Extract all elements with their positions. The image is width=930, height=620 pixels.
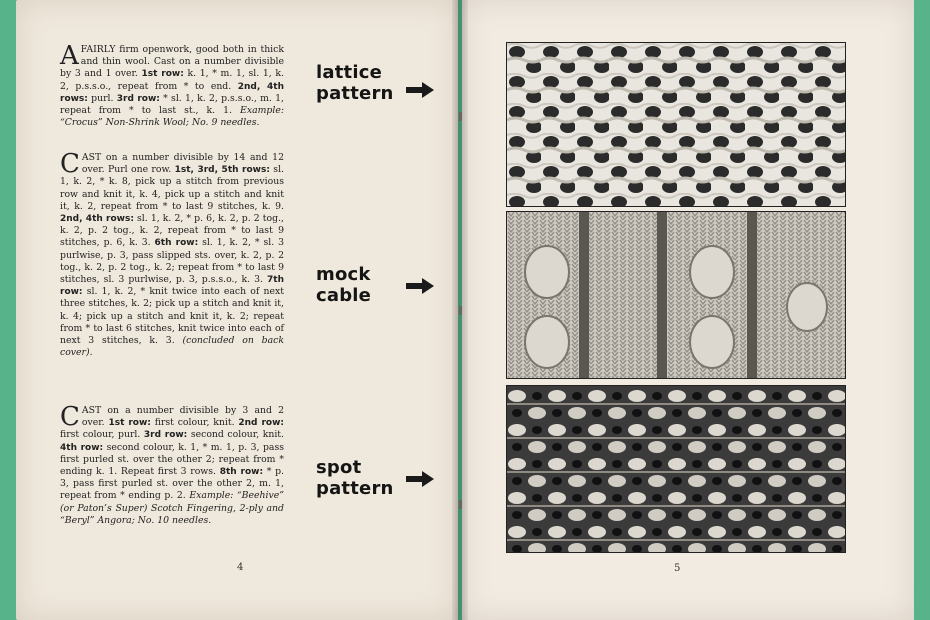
instruction-text: sl. 1, k. 2, * sl. 3 purlwise, p. 3, pass slipped sts. over, k. 2, p. 2 tog., k. 2, p. 2 tog., k. 2; repeat from * to last 9 stitches, sl. 3 purlwise, p. 3, p.s.s.o., k. 3. [60, 237, 284, 286]
instruction-text: first colour, knit. [150, 417, 239, 429]
row-heading: 2nd row: [238, 418, 285, 429]
instruction-text: FAIRLY firm openwork, good both in thick and thin wool. Cast on a number divisible by 3 and 1 over. [60, 44, 284, 80]
row-heading: 1st row: [108, 418, 151, 429]
binding-staple [459, 306, 462, 315]
lattice-pattern-instructions [60, 41, 284, 129]
row-heading: 3rd row: [143, 430, 188, 441]
label-line: spot [316, 457, 362, 478]
lattice-pattern-photo [506, 42, 846, 207]
label-line: mock [316, 264, 371, 285]
page-number-left: 4 [237, 562, 244, 573]
row-heading: 7th row: [60, 275, 284, 298]
instruction-text: sl. 1, k. 2, * p. 6, k. 2, p. 2 tog., k. 2, p. 2 tog., k. 2, repeat from * to last 9 stitches, p. 6, k. 3. [60, 213, 284, 249]
arrow-right-icon [406, 82, 434, 98]
arrow-right-icon [406, 471, 434, 487]
instruction-text: sl. 1, k. 2, * k. 8, pick up a stitch from previous row and knit it, k. 4, pick up a stitch and knit it, k. 2, repeat from * to last 9 stitches, k. 9. [60, 164, 284, 212]
continuation-note: (concluded on back cover). [60, 335, 284, 359]
mock-cable-instructions [60, 149, 284, 359]
row-heading: 8th row: [219, 467, 264, 478]
spot-pattern-label [316, 457, 394, 499]
row-heading: 6th row: [154, 238, 199, 249]
drop-cap: A [60, 41, 79, 71]
label-line: pattern [316, 83, 394, 104]
instruction-text: AST on a number divisible by 14 and 12 over. Purl one row. [81, 152, 284, 176]
instruction-text: k. 1, * m. 1, sl. 1, k. 2, p.s.s.o., repeat from * to end. [60, 68, 284, 92]
instruction-text: * sl. 1, k. 2, p.s.s.o., m. 1, repeat from * to last st., k. 1. [60, 92, 284, 117]
spot-pattern-instructions [60, 402, 285, 527]
drop-cap: C [60, 149, 80, 179]
instruction-text: AST on a number divisible by 3 and 2 over. [81, 405, 284, 429]
page-number-right: 5 [674, 563, 681, 574]
row-heading: 1st, 3rd, 5th rows: [174, 165, 270, 176]
instruction-text: second colour, k. 1, * m. 1, p. 3, pass first purled st. over the other 2; repeat from * ending k. 1. Repeat first 3 rows. [60, 441, 284, 478]
label-line: lattice [316, 62, 382, 83]
binding-staple [459, 112, 462, 121]
arrow-right-icon [406, 278, 434, 294]
mock-cable-label [316, 264, 371, 306]
lattice-pattern-label [316, 62, 394, 104]
example-note: Example: “Crocus” Non-Shrink Wool; No. 9 needles. [60, 105, 284, 129]
mock-cable-photo [506, 211, 846, 379]
instruction-text: purl. [87, 92, 117, 104]
row-heading: 4th row: [60, 442, 104, 453]
drop-cap: C [60, 402, 80, 432]
instruction-text: second colour, knit. [187, 429, 284, 441]
instruction-text: first colour, purl. [60, 429, 144, 441]
label-line: pattern [316, 478, 394, 499]
spot-pattern-photo [506, 385, 846, 553]
row-heading: 1st row: [141, 69, 184, 80]
row-heading: 2nd, 4th rows: [60, 214, 134, 225]
label-line: cable [316, 285, 372, 306]
instruction-text: * p. 3, pass first purled st. over the other 2, m. 1, repeat from * ending p. 2. [60, 466, 285, 502]
row-heading: 2nd, 4th rows: [60, 81, 284, 104]
row-heading: 3rd row: [116, 93, 160, 104]
example-note: Example: “Beehive” (or Paton’s Super) Scotch Fingering, 2-ply and “Beryl” Angora; No. 10 needles. [60, 490, 284, 526]
instruction-text: sl. 1, k. 2, * knit twice into each of next three stitches, k. 2; pick up a stitch and knit it, k. 4; pick up a stitch and knit it, k. 2; repeat from * to last 6 stitches, knit twice into each of next 3 stitches, k. 3. [60, 286, 284, 347]
binding-staple [459, 500, 462, 509]
